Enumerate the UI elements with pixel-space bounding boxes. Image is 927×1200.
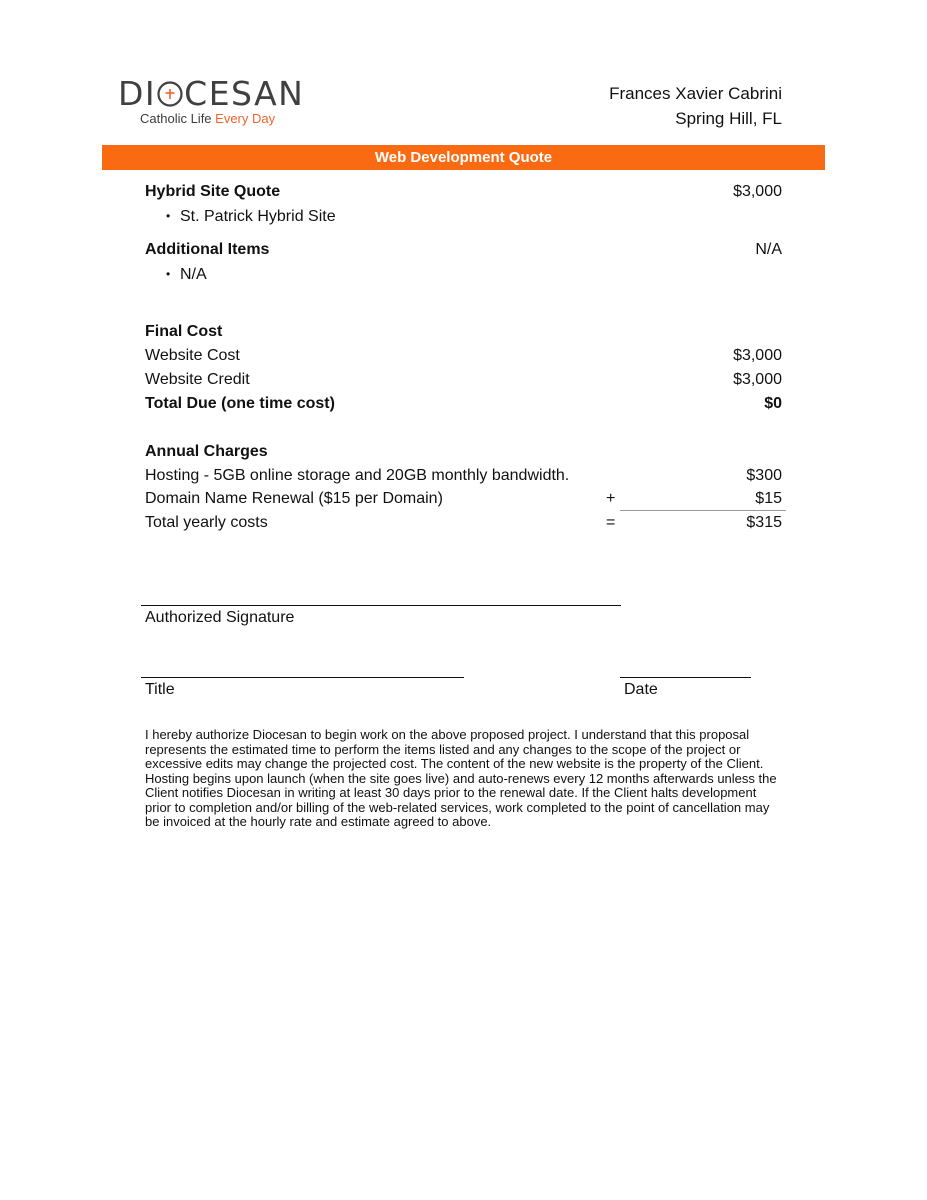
hybrid-quote-item-text: St. Patrick Hybrid Site (180, 208, 336, 225)
website-credit-row (145, 369, 782, 391)
date-label: Date (624, 681, 658, 698)
final-cost-heading: Final Cost (145, 323, 223, 340)
hybrid-quote-label: Hybrid Site Quote (145, 183, 281, 200)
quote-banner: Web Development Quote (102, 145, 825, 170)
domain-renewal-label: Domain Name Renewal ($15 per Domain) (145, 490, 443, 507)
hybrid-quote-item (166, 205, 336, 228)
additional-items-item-text: N/A (180, 266, 207, 283)
annual-charges-heading-row (145, 441, 782, 463)
additional-items-amount: N/A (755, 241, 782, 258)
additional-items-row (145, 239, 782, 261)
website-cost-label: Website Cost (145, 347, 240, 364)
website-cost-amount: $3,000 (733, 347, 782, 364)
logo-tagline-accent: Every Day (215, 111, 276, 126)
client-location: Spring Hill, FL (675, 109, 782, 128)
hosting-label: Hosting - 5GB online storage and 20GB monthly bandwidth. (145, 467, 570, 484)
hosting-row (145, 465, 782, 487)
authorization-paragraph: I hereby authorize Diocesan to begin work on the above proposed project. I understand that this proposal represents the estimated time to perform the items listed and any changes to the scope of the project or excessive edits may change the projected cost. The content of the new website is the property of the Client. Hosting begins upon launch (when the site goes live) and auto-renews every 12 months afterwards unless the Client notifies Diocesan in writing at least 30 days prior to the renewal date. If the Client halts development prior to completion and/or billing of the web-related services, work completed to the point of cancellation may be invoiced at the hourly rate and estimate agreed to above. (145, 727, 777, 829)
logo-tagline-main: Catholic Life (140, 111, 216, 126)
final-cost-heading-row (145, 321, 782, 343)
website-credit-label: Website Credit (145, 371, 250, 388)
total-due-label: Total Due (one time cost) (145, 395, 335, 412)
yearly-total-row (145, 512, 782, 534)
total-due-amount: $0 (764, 395, 782, 412)
logo-text-end: CESAN (184, 74, 305, 113)
diocesan-logo (118, 76, 304, 112)
logo-cross-o-icon (156, 80, 184, 106)
domain-renewal-amount: $15 (755, 490, 782, 507)
logo-tagline (140, 111, 275, 126)
yearly-total-label: Total yearly costs (145, 514, 268, 531)
logo-text-start: DI (118, 74, 157, 113)
equals-operator: = (606, 514, 616, 531)
title-line[interactable] (141, 677, 464, 678)
total-due-row (145, 393, 782, 415)
plus-operator: + (606, 490, 616, 507)
bullet-icon: • (166, 267, 171, 281)
website-cost-row (145, 345, 782, 367)
yearly-total-amount: $315 (746, 514, 782, 531)
hybrid-quote-amount: $3,000 (733, 183, 782, 200)
authorized-signature-line[interactable] (141, 605, 621, 606)
domain-renewal-row (145, 488, 782, 510)
website-credit-amount: $3,000 (733, 371, 782, 388)
authorized-signature-label: Authorized Signature (145, 609, 295, 626)
client-name: Frances Xavier Cabrini (609, 84, 782, 103)
title-label: Title (145, 681, 175, 698)
additional-items-item (166, 263, 207, 286)
sum-divider (620, 510, 786, 511)
annual-charges-heading: Annual Charges (145, 443, 268, 460)
additional-items-label: Additional Items (145, 241, 270, 258)
date-line[interactable] (620, 677, 751, 678)
hosting-amount: $300 (746, 467, 782, 484)
bullet-icon: • (166, 209, 171, 223)
hybrid-quote-row (145, 181, 782, 203)
